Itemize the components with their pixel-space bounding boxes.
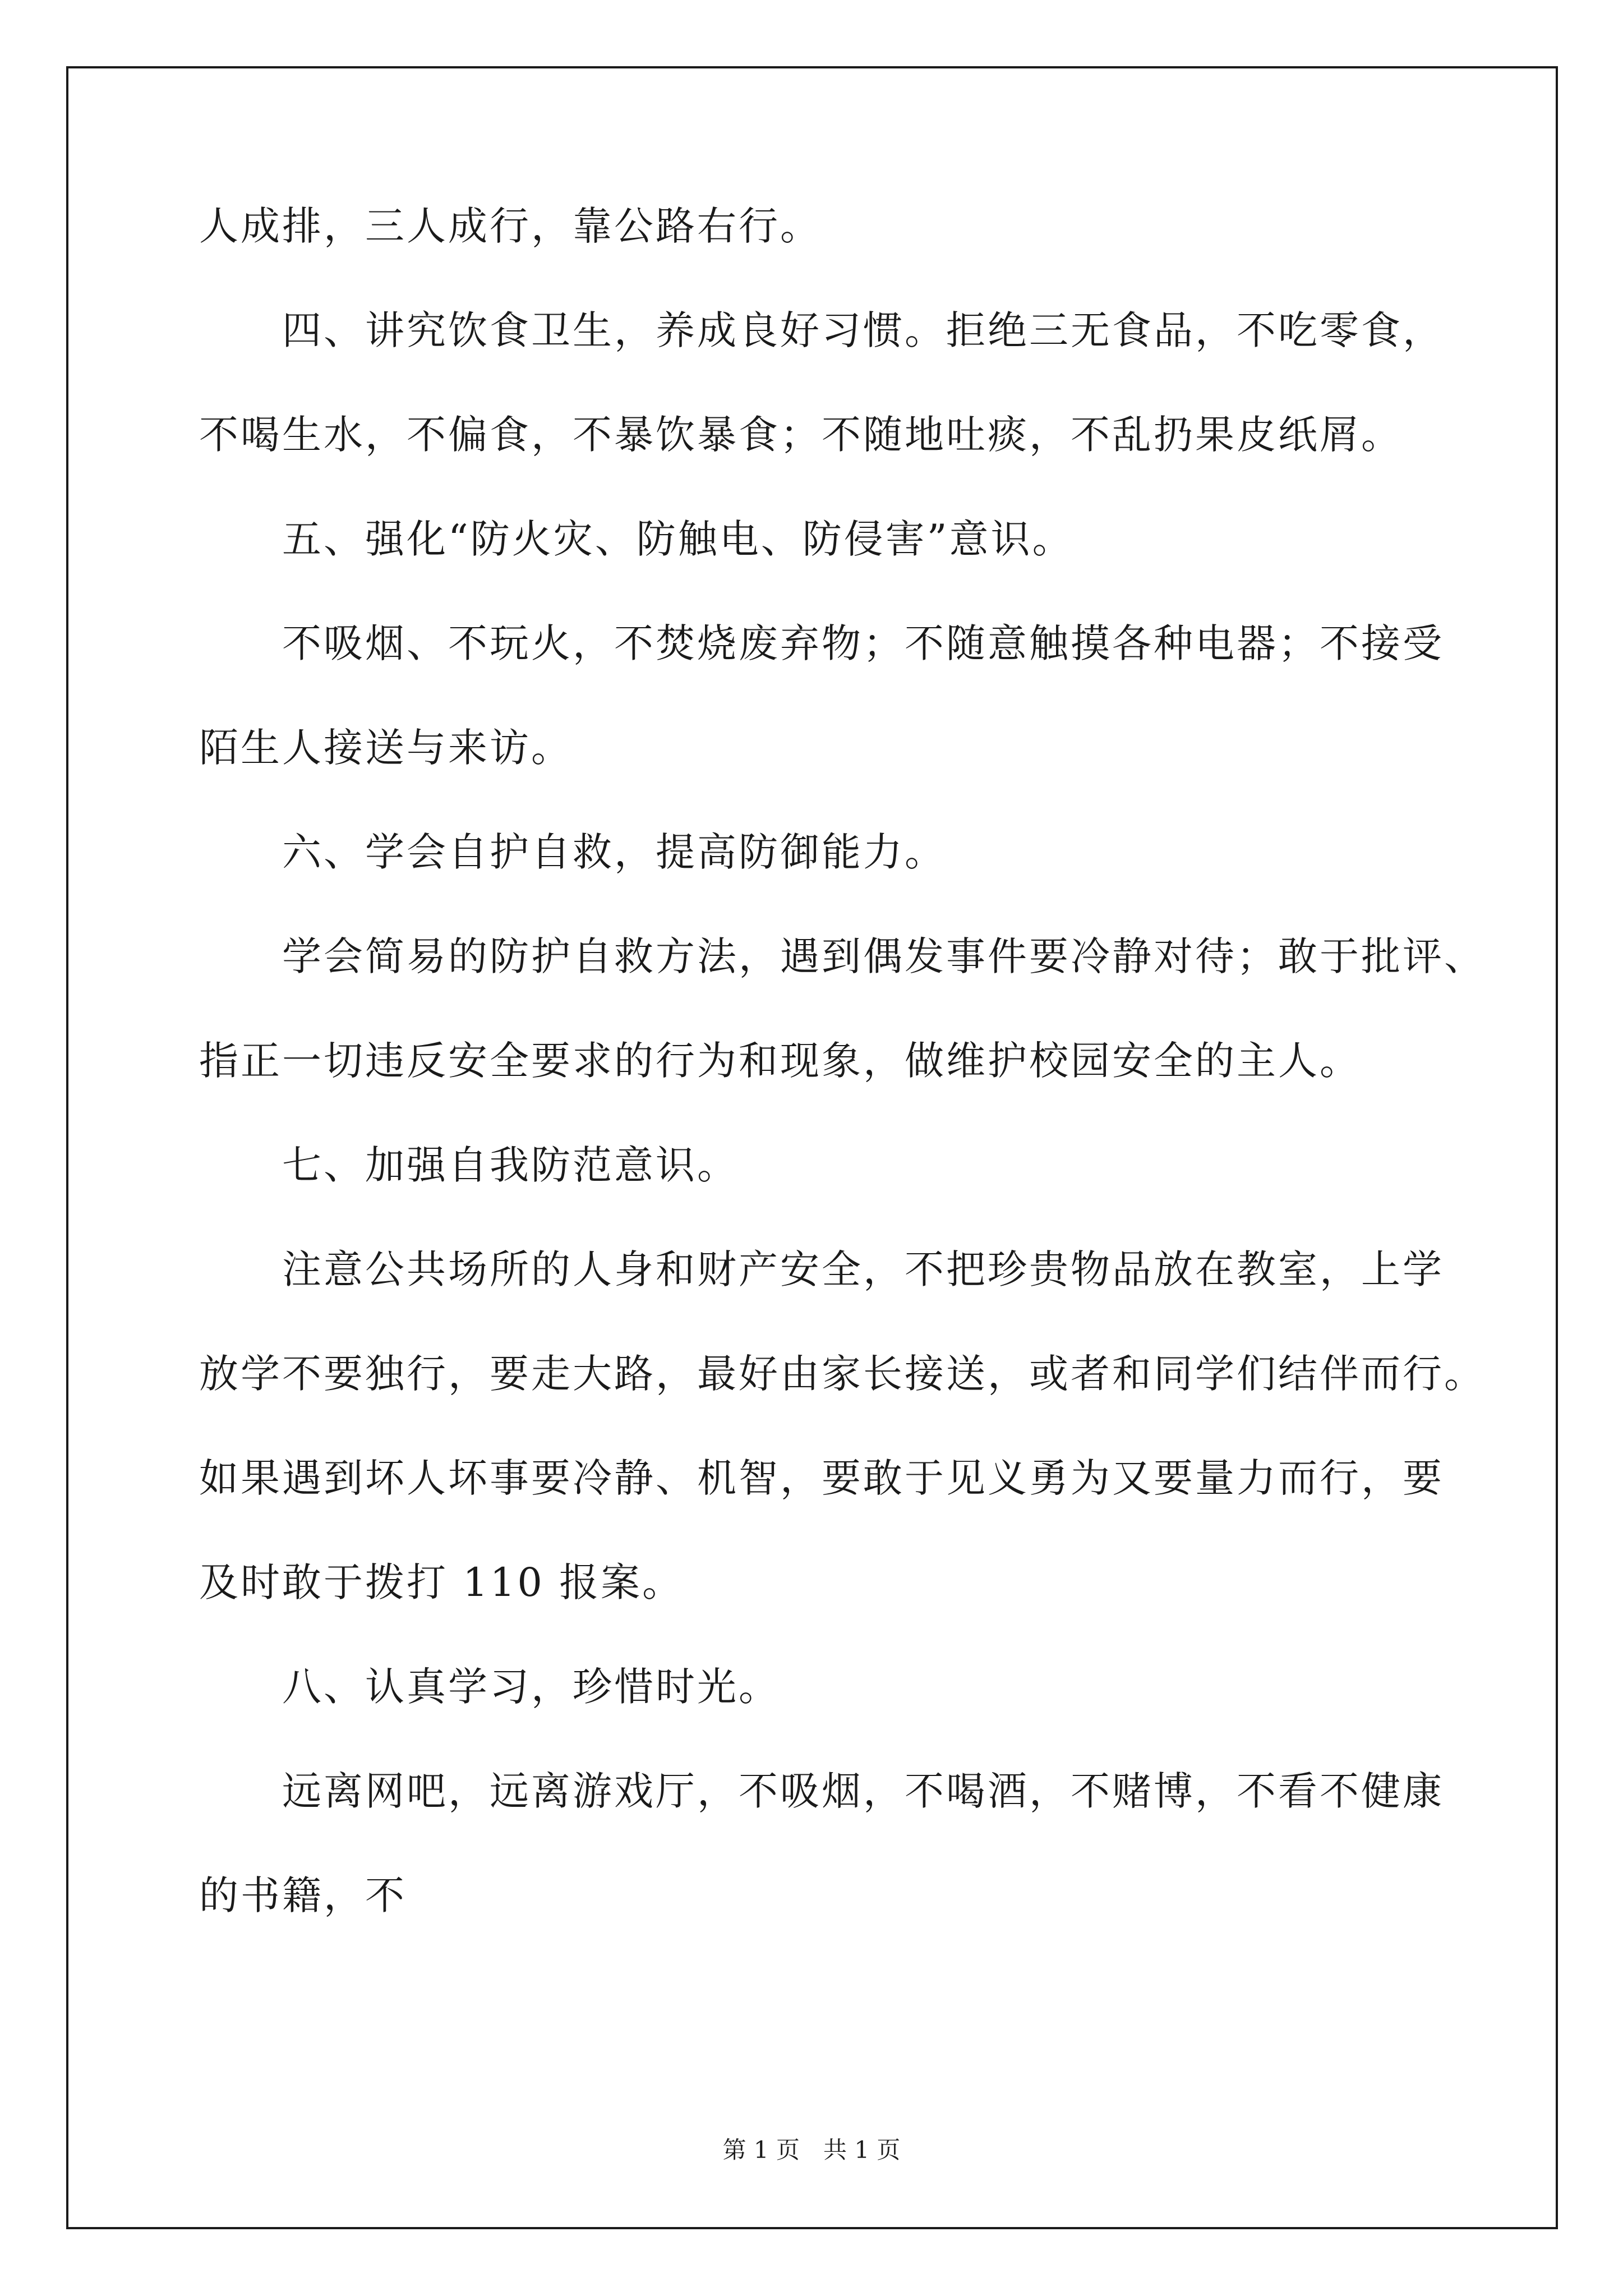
text-line: 指正一切违反安全要求的行为和现象，做维护校园安全的主人。 [199,1038,1361,1084]
text-line: 学会简易的防护自救方法，遇到偶发事件要冷静对待；敢于批评、 [199,933,1486,979]
text-line: 五、强化“防火灾、防触电、防侵害”意识。 [199,516,1074,562]
text-line: 及时敢于拨打 110 报案。 [199,1559,684,1605]
text-line: 的书籍，不 [199,1872,407,1918]
text-line: 不吸烟、不玩火，不焚烧废弃物；不随意触摸各种电器；不接受 [199,620,1444,666]
text-line: 如果遇到坏人坏事要冷静、机智，要敢于见义勇为又要量力而行，要 [199,1455,1444,1501]
text-line: 六、学会自护自救，提高防御能力。 [199,829,946,875]
text-line: 七、加强自我防范意识。 [199,1142,739,1188]
text-line: 注意公共场所的人身和财产安全，不把珍贵物品放在教室，上学 [199,1246,1444,1292]
text-line: 放学不要独行，要走大路，最好由家长接送，或者和同学们结伴而行。 [199,1351,1486,1397]
text-line: 远离网吧，远离游戏厅，不吸烟，不喝酒，不赌博，不看不健康 [199,1768,1444,1814]
text-line: 不喝生水，不偏食，不暴饮暴食；不随地吐痰，不乱扔果皮纸屑。 [199,412,1403,458]
text-line: 陌生人接送与来访。 [199,725,573,771]
page-number-footer: 第 1 页 共 1 页 [722,2136,901,2164]
text-line: 人成排，三人成行，靠公路右行。 [199,203,822,249]
text-line: 四、讲究饮食卫生，养成良好习惯。拒绝三无食品，不吃零食， [199,307,1444,353]
text-line: 八、认真学习，珍惜时光。 [199,1664,780,1710]
